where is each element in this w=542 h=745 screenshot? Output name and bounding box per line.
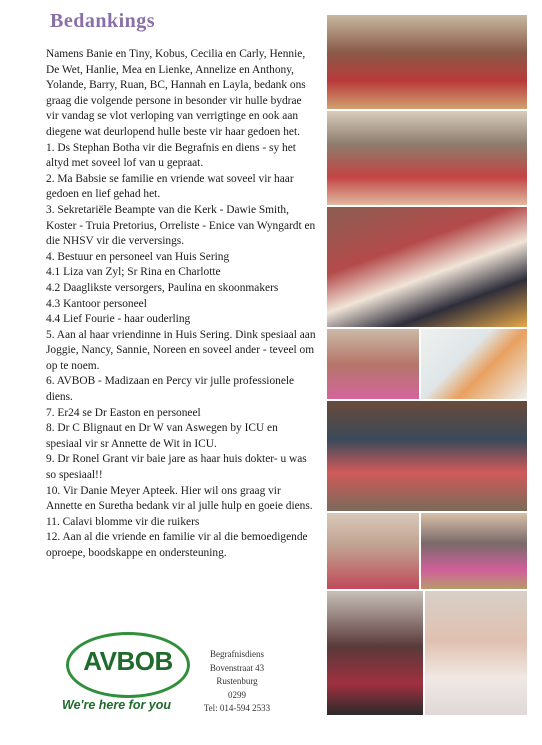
photo-group-standing <box>326 400 528 512</box>
photo-woman-chair <box>326 328 420 400</box>
list-item: 11. Calavi blomme vir die ruikers <box>46 515 200 528</box>
photo-family-couch <box>326 110 528 206</box>
list-item: 10. Vir Danie Meyer Apteek. Hier wil ons graag vir Annette en Suretha bedank vir al julle hulp en goeie diens. <box>46 484 313 513</box>
address-line: Bovenstraat 43 <box>209 662 265 673</box>
list-item: 2. Ma Babsie se familie en vriende wat soveel vir haar gedoen en lief gehad het. <box>46 172 294 201</box>
list-item: 9. Dr Ronel Grant vir baie jare as haar huis dokter- u was so spesiaal!! <box>46 453 307 482</box>
list-item: 7. Er24 se Dr Easton en personeel <box>46 406 201 419</box>
photo-group-restaurant <box>326 14 528 110</box>
address-line: Tel: 014-594 2533 <box>203 703 271 713</box>
address-line: Rustenburg <box>216 676 258 686</box>
avbob-logo-text: AVBOB <box>83 646 173 676</box>
photo-collage <box>326 14 528 716</box>
list-item: 4.3 Kantoor personeel <box>46 297 147 310</box>
list-item: 1. Ds Stephan Botha vir die Begrafnis en diens - sy het altyd met soveel lof van u gepraat. <box>46 141 296 170</box>
list-item: 6. AVBOB - Madizaan en Percy vir julle professionele diens. <box>46 375 295 404</box>
footer <box>58 632 328 722</box>
intro-paragraph: Namens Banie en Tiny, Kobus, Cecilia en Carly, Hennie, De Wet, Hanlie, Mea en Lienke, Annelize en Anthony, Yolande, Barry, Ruan, BC, Hannah en Layla, bedank ons graag die volgende persone in besonder vir hulle bydrae vir vandag se vlot verloping van verrigtinge en ook aan diegene wat deurlopend hulle beste vir haar gedoen het. <box>46 48 306 138</box>
list-item: 4.4 Lief Fourie - haar ouderling <box>46 313 191 326</box>
photo-elderly-table <box>326 206 528 328</box>
list-item: 4.2 Daaglikste versorgers, Paulina en skoonmakers <box>46 281 279 294</box>
photo-fish-drawing <box>420 328 528 400</box>
address-line: 0299 <box>228 689 246 700</box>
list-item: 4. Bestuur en personeel van Huis Sering <box>46 250 230 263</box>
text-column <box>46 8 316 562</box>
page-title: Bedankings <box>50 10 156 32</box>
list-item: 3. Sekretariële Beampte van die Kerk - Dawie Smith, Koster - Truia Pretorius, Orreliste - Enice van Wyngardt en die NHSV vir die verversings. <box>46 203 316 248</box>
list-item: 4.1 Liza van Zyl; Sr Rina en Charlotte <box>46 266 221 279</box>
thanks-list <box>46 141 316 562</box>
photo-friends-left <box>326 512 420 590</box>
photo-friends-right <box>420 512 528 590</box>
list-item: 12. Aan al die vriende en familie vir al die bemoedigende oproepe, boodskappe en ondersteuning. <box>46 531 308 559</box>
photo-group-indoor <box>326 590 424 716</box>
list-item: 8. Dr C Blignaut en Dr W van Aswegen by ICU en spesiaal vir sr Annette de Wit in ICU. <box>46 422 278 450</box>
photo-portrait-elderly <box>424 590 528 716</box>
avbob-tagline: We're here for you <box>62 698 172 712</box>
funeral-address <box>192 648 282 716</box>
list-item: 5. Aan al haar vriendinne in Huis Sering. Dink spesiaal aan Joggie, Nancy, Sannie, Noreen en soveel ander - teveel om op te noem. <box>46 328 316 372</box>
address-line: Begrafnisdiens <box>210 649 264 659</box>
